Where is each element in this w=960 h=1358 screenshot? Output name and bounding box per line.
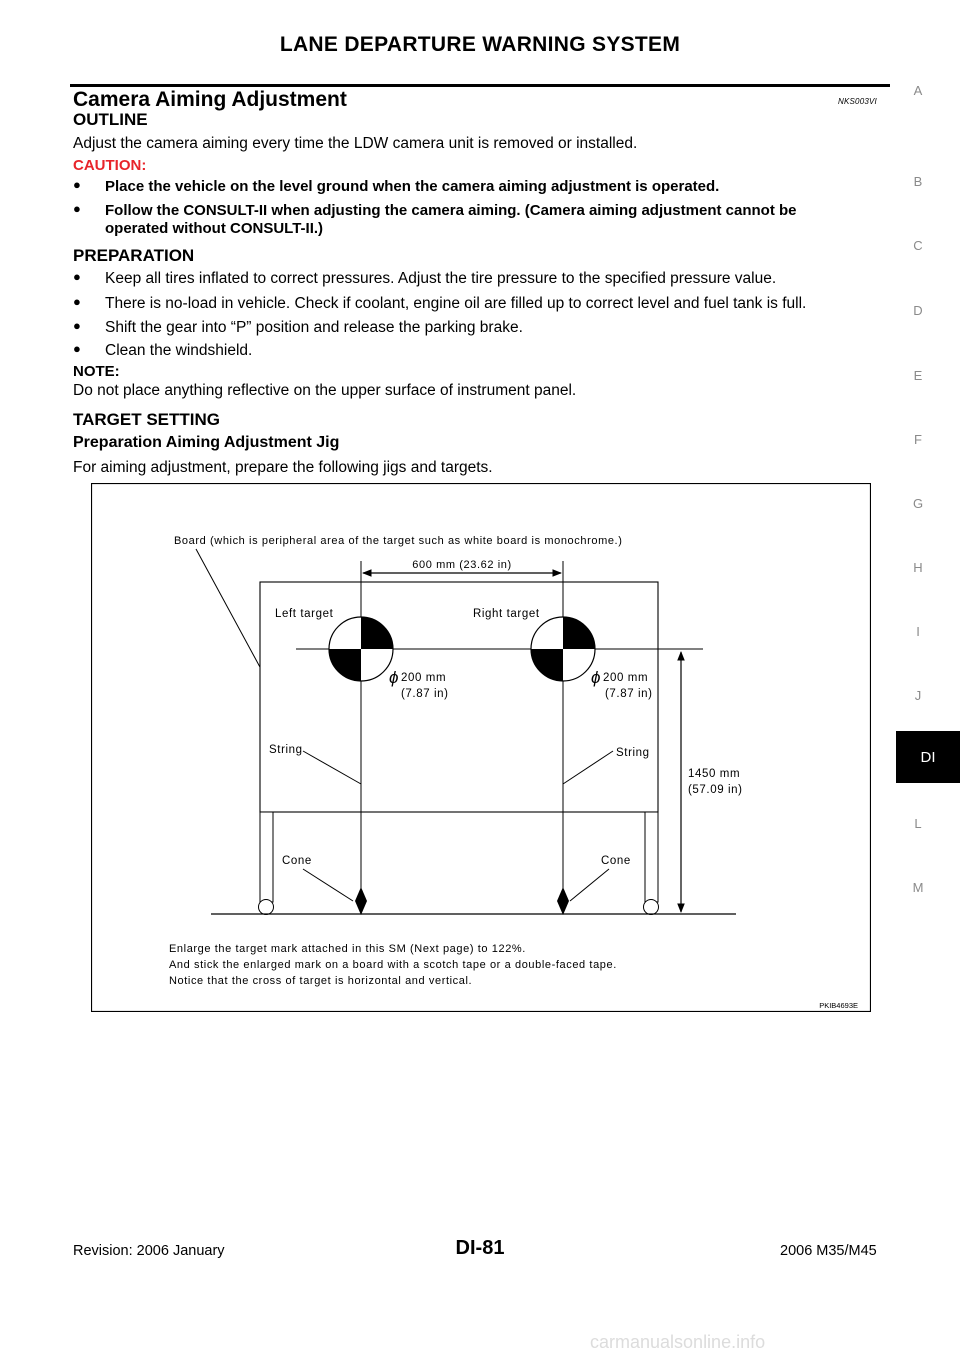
note-text: Do not place anything reflective on the upper surface of instrument panel. xyxy=(73,382,577,399)
leg-foot-left xyxy=(259,900,274,915)
caution-item: ● Place the vehicle on the level ground when the camera aiming adjustment is operated. xyxy=(73,177,720,195)
caution-label: CAUTION: xyxy=(73,157,147,174)
preparation-item: ● Shift the gear into “P” position and release the parking brake. xyxy=(73,318,523,336)
bullet-icon: ● xyxy=(73,177,81,192)
height-mm-label: 1450 mm xyxy=(688,768,741,780)
left-target-label: Left target xyxy=(275,608,334,620)
board-leg-right xyxy=(645,812,658,902)
side-index-m[interactable]: M xyxy=(912,880,924,895)
section-code: NKS003VI xyxy=(838,97,877,106)
title-divider xyxy=(70,84,890,87)
aiming-jig-diagram xyxy=(91,483,871,1012)
bullet-icon: ● xyxy=(73,294,81,309)
note-label: NOTE: xyxy=(73,363,120,380)
string-label-left: String xyxy=(269,744,303,756)
figure-code: PKIB4693E xyxy=(819,1001,858,1010)
bullet-icon: ● xyxy=(73,269,81,284)
preparation-item: ● Clean the windshield. xyxy=(73,341,253,359)
side-index-f[interactable]: F xyxy=(914,432,922,447)
revision-date: Revision: 2006 January xyxy=(73,1243,225,1259)
bullet-icon: ● xyxy=(73,341,81,356)
watermark: carmanualsonline.info xyxy=(590,1332,766,1352)
figure-note: And stick the enlarged mark on a board with a scotch tape or a double-faced tape. xyxy=(169,959,617,971)
height-in-label: (57.09 in) xyxy=(688,784,743,796)
cone-label-left: Cone xyxy=(282,855,312,867)
phi-symbol-right: ϕ xyxy=(591,668,601,687)
cone-label-right: Cone xyxy=(601,855,631,867)
side-index-h[interactable]: H xyxy=(913,560,923,575)
side-index-i[interactable]: I xyxy=(916,624,920,639)
outline-text: Adjust the camera aiming every time the LDW camera unit is removed or installed. xyxy=(73,135,638,152)
preparation-heading: PREPARATION xyxy=(73,246,195,265)
model-name: 2006 M35/M45 xyxy=(780,1243,877,1259)
caution-item: ● Follow the CONSULT-II when adjusting the camera aiming. (Camera aiming adjustment cannot be xyxy=(73,201,797,219)
page-title: LANE DEPARTURE WARNING SYSTEM xyxy=(279,33,681,56)
left-target xyxy=(329,617,393,681)
side-index-e[interactable]: E xyxy=(913,368,923,383)
bullet-icon: ● xyxy=(73,201,81,216)
outline-heading: OUTLINE xyxy=(73,110,148,129)
page-number: DI-81 xyxy=(455,1237,505,1259)
right-target xyxy=(531,617,595,681)
leg-foot-right xyxy=(644,900,659,915)
section-title: Camera Aiming Adjustment xyxy=(73,88,347,111)
target-setting-heading: TARGET SETTING xyxy=(73,410,221,429)
string-label-right: String xyxy=(616,747,650,759)
side-index-g[interactable]: G xyxy=(912,496,924,511)
diameter-mm-left: 200 mm xyxy=(401,672,447,684)
board-leg-left xyxy=(260,812,273,902)
jig-text: For aiming adjustment, prepare the following jigs and targets. xyxy=(73,459,493,476)
side-index-j[interactable]: J xyxy=(914,688,922,703)
diameter-mm-right: 200 mm xyxy=(603,672,649,684)
side-index-b[interactable]: B xyxy=(913,174,923,189)
diameter-in-left: (7.87 in) xyxy=(401,688,449,700)
side-index-d[interactable]: D xyxy=(913,303,923,318)
figure-note: Notice that the cross of target is horizontal and vertical. xyxy=(169,975,473,987)
phi-symbol-left: ϕ xyxy=(389,668,399,687)
preparation-item: ● There is no-load in vehicle. Check if coolant, engine oil are filled up to correct level and fuel tank is full. xyxy=(73,294,807,312)
side-index-a[interactable]: A xyxy=(913,83,923,98)
board-label: Board (which is peripheral area of the target such as white board is monochrome.) xyxy=(174,535,623,547)
side-index-c[interactable]: C xyxy=(913,238,923,253)
figure-note: Enlarge the target mark attached in this SM (Next page) to 122%. xyxy=(169,943,526,955)
diameter-in-right: (7.87 in) xyxy=(605,688,653,700)
caution-item-continued: operated without CONSULT-II.) xyxy=(105,220,324,237)
spacing-label: 600 mm (23.62 in) xyxy=(412,559,512,571)
preparation-item: ● Keep all tires inflated to correct pressures. Adjust the tire pressure to the specified pressure value. xyxy=(73,269,777,287)
right-target-label: Right target xyxy=(473,608,540,620)
side-index-l[interactable]: L xyxy=(914,816,922,831)
bullet-icon: ● xyxy=(73,318,81,333)
jig-heading: Preparation Aiming Adjustment Jig xyxy=(73,434,340,451)
side-index-di-active[interactable]: DI xyxy=(896,731,960,783)
